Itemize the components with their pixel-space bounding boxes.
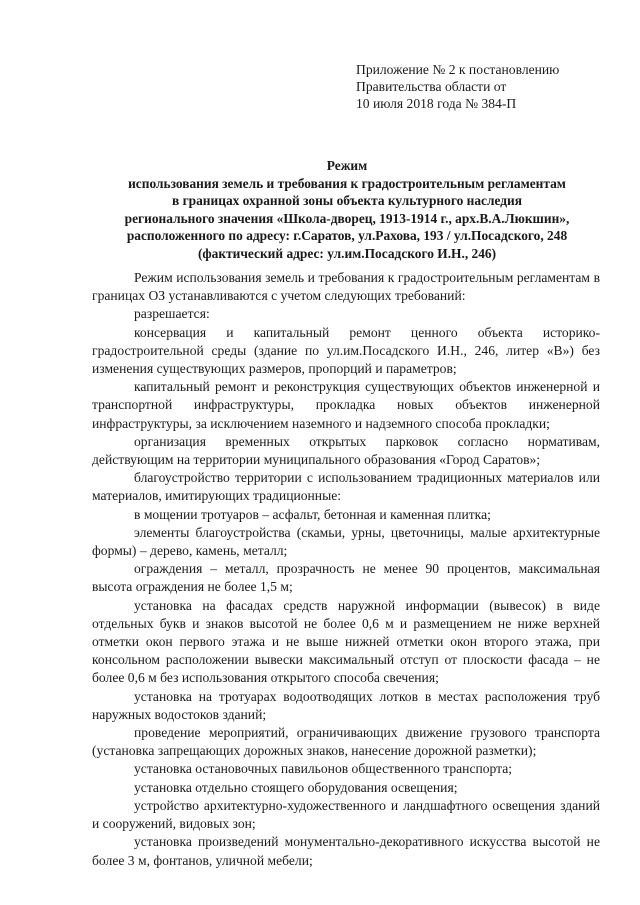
body-paragraph: благоустройство территории с использованием традиционных материалов или материалов, имитирующих традиционные: [92, 470, 600, 504]
header-line-1: Приложение № 2 к постановлению [356, 62, 560, 77]
title-line-3: в границах охранной зоны объекта культурного наследия [172, 193, 522, 209]
body-paragraph: организация временных открытых парковок согласно нормативам, действующим на территории муниципального образования «Город Саратов»; [92, 433, 600, 468]
appendix-header [356, 61, 626, 112]
body-paragraph: в мощении тротуаров – асфальт, бетонная и каменная плитка; [134, 506, 491, 522]
document-title [84, 157, 610, 263]
body-paragraph: установка на тротуарах водоотводящих лотков в местах расположения труб наружных водостоков зданий; [92, 688, 600, 722]
title-line-2: использования земель и требования к градостроительным регламентам [128, 175, 566, 191]
header-line-2: Правительства области от [356, 79, 507, 94]
body-paragraph: консервация и капитальный ремонт ценного объекта историко-градостроительной среды (здание по ул.им.Посадского И.Н., 246, литер «В») без изменения существующих размеров, пропорций и параметров; [92, 324, 600, 377]
body-paragraph: установка на фасадах средств наружной информации (вывесок) в виде отдельных букв и знаков высотой не более 0,6 м и размещением не ниже верхней отметки окон первого этажа и не выше нижней отметки окон второго этажа, при консольном расположении вывески максимальный отступ от плоскости фасада – не более 0,6 м без использования открытого способа свечения; [92, 597, 600, 686]
title-line-1: Режим [326, 158, 368, 173]
body-paragraph: устройство архитектурно-художественного и ландшафтного освещения зданий и сооружений, видовых зон; [92, 797, 600, 832]
title-line-5: расположенного по адресу: г.Саратов, ул.Рахова, 193 / ул.Посадского, 248 [126, 228, 568, 244]
body-paragraph: установка остановочных павильонов общественного транспорта; [134, 761, 513, 777]
title-line-4: регионального значения «Школа-дворец, 1913-1914 г., арх.В.А.Люкшин», [124, 210, 570, 226]
body-paragraph: установка отдельно стоящего оборудования освещения; [134, 779, 458, 795]
body-paragraph: элементы благоустройства (скамьи, урны, цветочницы, малые архитектурные формы) – дерево, камень, металл; [92, 524, 600, 559]
body-paragraph: установка произведений монументально-декоративного искусства высотой не более 3 м, фонтанов, уличной мебели; [92, 834, 600, 868]
body-paragraph: ограждения – металл, прозрачность не менее 90 процентов, максимальная высота ограждения не более 1,5 м; [92, 561, 600, 595]
body-paragraph: Режим использования земель и требования к градостроительным регламентам в границах ОЗ устанавливаются с учетом следующих требований: [92, 270, 600, 304]
body-paragraph: проведение мероприятий, ограничивающих движение грузового транспорта (установка запрещающих дорожных знаков, нанесение дорожной разметки); [92, 725, 600, 759]
document-body [92, 269, 600, 870]
header-line-3: 10 июля 2018 года № 384-П [356, 96, 517, 111]
body-paragraph: капитальный ремонт и реконструкция существующих объектов инженерной и транспортной инфраструктуры, прокладка новых объектов инженерной инфраструктуры, за исключением наземного и надземного способа прокладки; [92, 379, 600, 431]
title-line-6: (фактический адрес: ул.им.Посадского И.Н., 246) [197, 245, 497, 261]
body-paragraph: разрешается: [134, 306, 210, 322]
